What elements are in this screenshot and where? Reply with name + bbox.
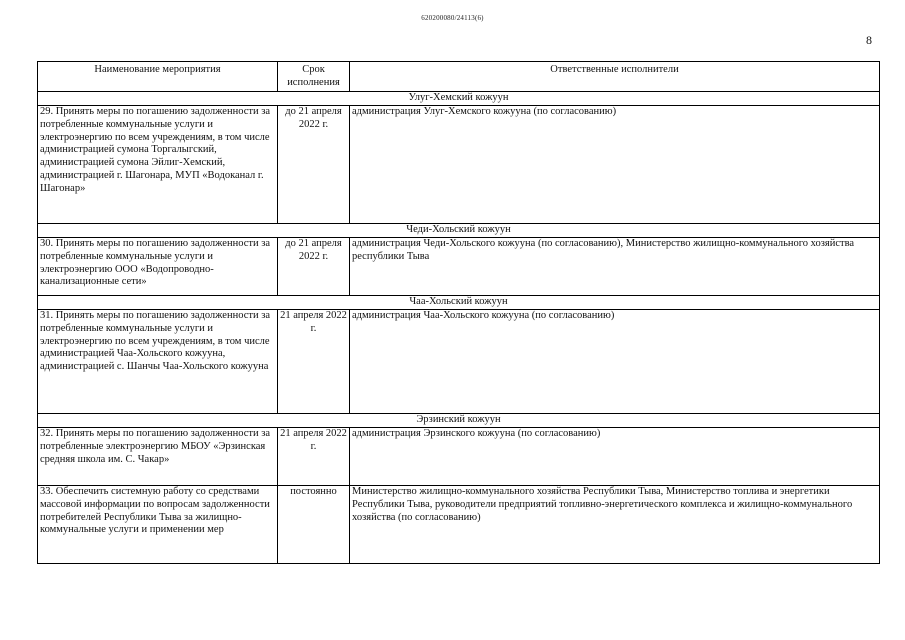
responsible-cell: администрация Чеди-Хольского кожууна (по согласованию), Министерство жилищно-коммунального хозяйства республики Тыва bbox=[350, 238, 880, 296]
section-title: Улуг-Хемский кожуун bbox=[38, 92, 880, 106]
term-cell: 21 апреля 2022 г. bbox=[278, 310, 350, 414]
responsible-cell: администрация Эрзинского кожууна (по согласованию) bbox=[350, 428, 880, 486]
term-cell: постоянно bbox=[278, 486, 350, 564]
responsible-cell: Министерство жилищно-коммунального хозяйства Республики Тыва, Министерство топлива и энергетики Республики Тыва, руководители предприятий топливно-энергетического комплекса и жилищно-коммунального хозяйства (по согласованию) bbox=[350, 486, 880, 564]
table-row bbox=[38, 310, 880, 414]
section-row bbox=[38, 296, 880, 310]
table-row bbox=[38, 238, 880, 296]
table-row bbox=[38, 486, 880, 564]
table-row bbox=[38, 428, 880, 486]
page-number: 8 bbox=[866, 33, 872, 47]
action-cell: 29. Принять меры по погашению задолженности за потребленные коммунальные услуги и электроэнергию по всем учреждениям, в том числе администрацией сумона Торгалыгский, администрацией сумона Эйлиг-Хемский, администрацией г. Шагонара, МУП «Водоканал г. Шагонар» bbox=[38, 106, 278, 224]
document-id: 620200080/24113(6) bbox=[421, 14, 484, 22]
section-row bbox=[38, 414, 880, 428]
term-cell: 21 апреля 2022 г. bbox=[278, 428, 350, 486]
header-term: Срок исполнения bbox=[278, 62, 350, 92]
table-row bbox=[38, 106, 880, 224]
measures-table bbox=[37, 61, 880, 564]
section-row bbox=[38, 224, 880, 238]
responsible-cell: администрация Чаа-Хольского кожууна (по согласованию) bbox=[350, 310, 880, 414]
section-title: Чеди-Хольский кожуун bbox=[38, 224, 880, 238]
section-row bbox=[38, 92, 880, 106]
term-cell: до 21 апреля 2022 г. bbox=[278, 106, 350, 224]
header-responsible: Ответственные исполнители bbox=[350, 62, 880, 92]
action-cell: 33. Обеспечить системную работу со средствами массовой информации по вопросам задолженности потребителей Республики Тыва за жилищно-коммунальные услуги и применении мер bbox=[38, 486, 278, 564]
term-cell: до 21 апреля 2022 г. bbox=[278, 238, 350, 296]
section-title: Чаа-Хольский кожуун bbox=[38, 296, 880, 310]
responsible-cell: администрация Улуг-Хемского кожууна (по согласованию) bbox=[350, 106, 880, 224]
action-cell: 31. Принять меры по погашению задолженности за потребленные коммунальные услуги и электроэнергию по всем учреждениям, в том числе администрацией Чаа-Хольского кожууна, администрацией с. Шанчы Чаа-Хольского кожууна bbox=[38, 310, 278, 414]
action-cell: 32. Принять меры по погашению задолженности за потребленные электроэнергию МБОУ «Эрзинская средняя школа им. С. Чакар» bbox=[38, 428, 278, 486]
section-title: Эрзинский кожуун bbox=[38, 414, 880, 428]
action-cell: 30. Принять меры по погашению задолженности за потребленные коммунальные услуги и электроэнергию ООО «Водопроводно-канализационные сети» bbox=[38, 238, 278, 296]
header-action: Наименование мероприятия bbox=[38, 62, 278, 92]
